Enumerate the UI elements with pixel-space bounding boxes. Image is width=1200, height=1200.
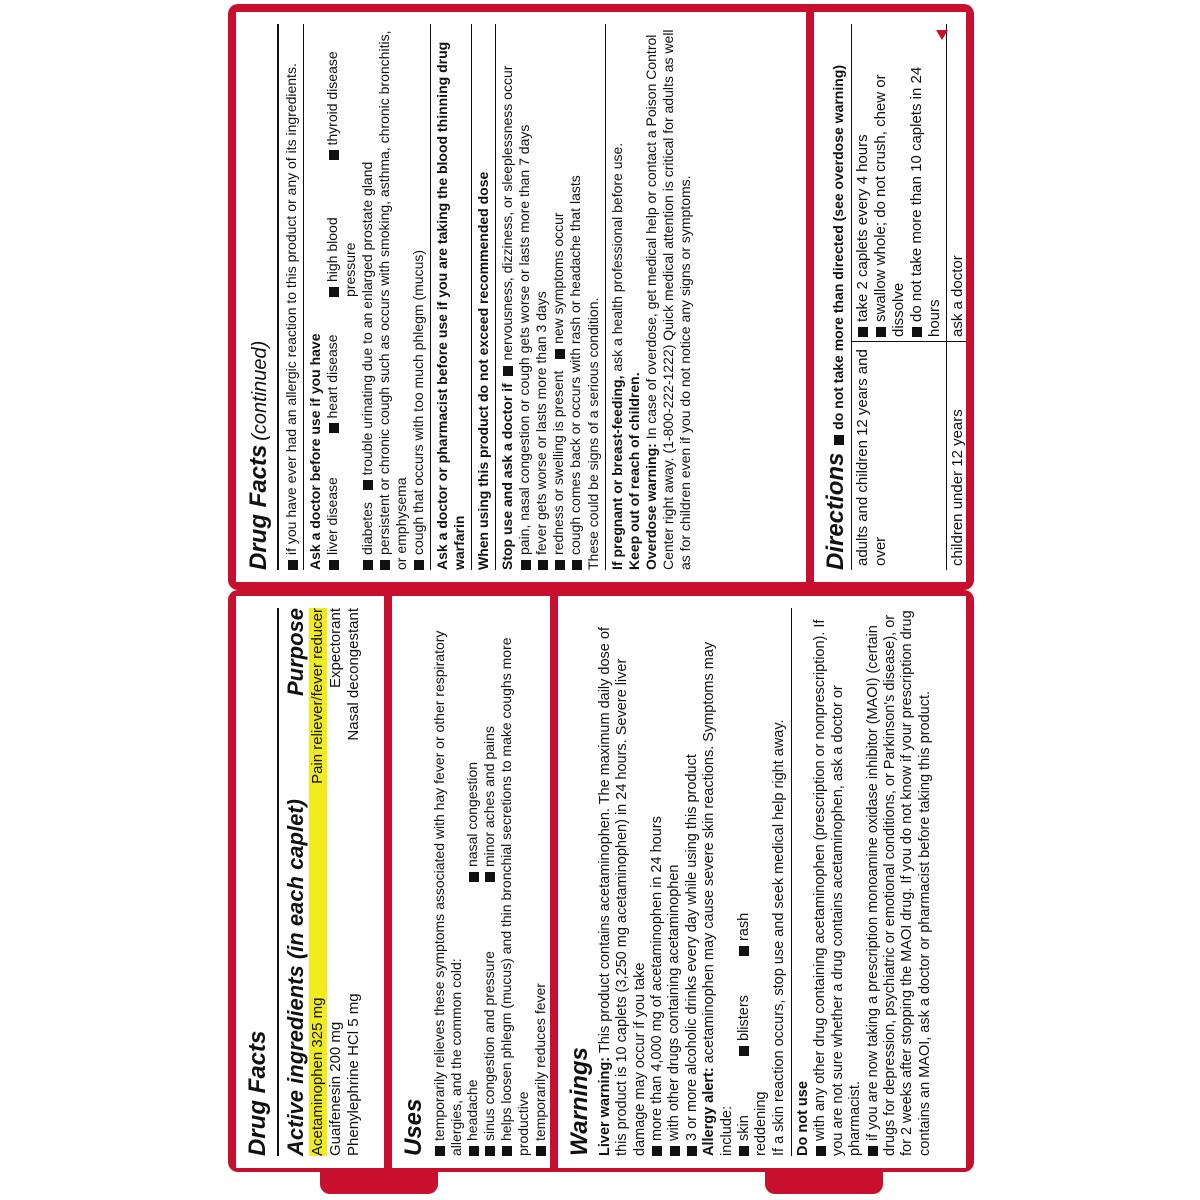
cough-item: cough that occurs with too much phlegm (mucus)	[409, 249, 426, 555]
purpose-heading: Purpose	[282, 608, 308, 697]
directions-table	[851, 24, 966, 570]
ingredient-purpose: Pain reliever/fever reducer	[309, 608, 327, 784]
pregnant-label: If pregnant or breast-feeding,	[608, 375, 625, 570]
directions-panel	[814, 12, 966, 582]
continued-label: (continued)	[249, 340, 271, 441]
uses-fever: temporarily reduces fever	[531, 983, 548, 1141]
continue-arrow-icon	[936, 30, 948, 40]
liver-warning-text: This product contains acetaminophen. The maximum daily dose of this product is 10 caplets (3,250 mg acetaminophen) in 24 hours. Severe liver damage may occur if you take	[596, 627, 648, 1156]
uses-loosen: helps loosen phlegm (mucus) and thin bronchial secretions to make coughs more productive	[497, 637, 531, 1156]
uses-intro: temporarily relieves these symptoms associated with hay fever or other respiratory allergies, and the common cold:	[430, 630, 464, 1156]
stop-item: new symptoms occur	[550, 212, 567, 344]
liver-warning-label: Liver warning:	[596, 1056, 613, 1156]
uses-title: Uses	[400, 1098, 427, 1156]
active-ingredients-heading: Active ingredients (in each caplet)	[282, 799, 308, 1156]
ingredient-row	[309, 608, 327, 1156]
liver-item: more than 4,000 mg of acetaminophen in 24 hours	[648, 816, 665, 1141]
condition-item: high blood pressure	[324, 217, 358, 297]
directions-title: Directions	[822, 452, 849, 570]
continued-title: Drug Facts	[245, 444, 272, 570]
label-tab-right	[765, 1170, 883, 1194]
adults-label: adults and children 12 years and over	[851, 342, 946, 571]
ask-doctor-heading: Ask a doctor before use if you have	[307, 333, 324, 570]
keep-out-of-reach: Keep out of reach of children.	[625, 372, 642, 570]
stop-item: nervousness, dizziness, or sleeplessness occur	[499, 65, 516, 361]
stop-item: redness or swelling is present	[550, 370, 567, 555]
stop-item: fever gets worse or lasts more than 3 days	[533, 291, 550, 555]
ingredient-row	[327, 608, 345, 1156]
liver-item: 3 or more alcoholic drinks every day while using this product	[683, 754, 700, 1141]
liver-item: with other drugs containing acetaminophen	[666, 864, 683, 1141]
table-row	[851, 24, 946, 570]
use-item: minor aches and pains	[481, 726, 498, 867]
condition-item: thyroid disease	[324, 51, 341, 146]
do-not-use-heading: Do not use	[795, 1081, 812, 1156]
ingredient-name: Guaifenesin 200 mg	[327, 1021, 345, 1156]
stop-use-heading: Stop use and ask a doctor if	[499, 383, 516, 570]
pregnant-text: ask a health professional before use.	[608, 142, 625, 372]
children-label: children under 12 years	[946, 342, 966, 571]
ingredient-row	[345, 608, 363, 1156]
cough-item: persistent or chronic cough such as occurs with smoking, asthma, chronic bronchitis, or emphysema	[375, 30, 409, 570]
use-item: sinus congestion and pressure	[481, 951, 498, 1141]
allergy-item: skin reddening	[735, 1091, 770, 1156]
overdose-label: Overdose warning:	[642, 443, 659, 570]
condition-item: trouble urinating due to an enlarged prostate gland	[358, 161, 375, 476]
overdose-text: In case of overdose, get medical help or contact a Poison Control Center right away. (1-800-222-1222) Quick medical attention is critical for adults as well as for children even if you do not notice any signs or symptoms.	[642, 29, 693, 570]
drug-facts-title: Drug Facts	[244, 1030, 271, 1156]
uses-panel	[392, 596, 550, 1168]
ingredient-name: Acetaminophen 325 mg	[309, 997, 327, 1156]
adult-item: take 2 caplets every 4 hours	[853, 134, 871, 322]
do-not-use-item: if you are now taking a prescription monoamine oxidase inhibitor (MAOI) (certain drugs for depression, psychiatric or emotional conditions, or Parkinson's disease), or for 2 weeks after stopping the MAOI drug. If you do not know if your prescription drug contains an MAOI, ask a doctor or pharmacist before taking this product.	[864, 610, 933, 1156]
drug-facts-continued-panel	[236, 12, 806, 582]
allergy-alert-label: Allergy alert:	[701, 1067, 718, 1156]
adult-item: do not take more than 10 caplets in 24 hours	[907, 66, 943, 337]
label-tab-left	[320, 1170, 438, 1194]
do-not-use-item: with any other drug containing acetaminophen (prescription or nonprescription). If you are not sure whether a drug contains acetaminophen, ask a doctor or pharmacist.	[812, 619, 864, 1156]
condition-item: diabetes	[358, 502, 375, 555]
condition-item: heart disease	[324, 334, 341, 419]
table-row	[946, 24, 966, 570]
children-text: ask a doctor	[946, 24, 966, 342]
condition-item: liver disease	[324, 477, 341, 555]
warnings-panel	[558, 596, 966, 1168]
when-using-text: When using this product do not exceed recommended dose	[475, 171, 492, 570]
allergy-item: blisters	[735, 995, 752, 1041]
allergic-reaction-text: if you have ever had an allergic reaction to this product or any of its ingredients.	[283, 63, 300, 555]
allergy-item: rash	[735, 912, 752, 941]
ingredient-purpose: Nasal decongestant	[345, 608, 363, 741]
active-ingredients-panel	[236, 596, 384, 1168]
serious-condition-text: These could be signs of a serious condition.	[584, 297, 601, 570]
stop-item: cough comes back or occurs with rash or headache that lasts	[567, 175, 584, 555]
use-item: nasal congestion	[464, 761, 481, 867]
directions-lead: do not take more than directed (see overdose warning)	[830, 64, 846, 430]
ask-pharmacist-text: Ask a doctor or pharmacist before use if you are taking the blood thinning drug warfarin	[433, 41, 467, 570]
use-item: headache	[464, 1079, 481, 1141]
adult-item: swallow whole; do not crush, chew or dissolve	[871, 74, 907, 337]
allergy-alert-text: acetaminophen may cause severe skin reactions. Symptoms may include:	[701, 641, 735, 1156]
allergy-end: If a skin reaction occurs, stop use and seek medical help right away.	[770, 719, 787, 1156]
stop-item: pain, nasal congestion or cough gets worse or lasts more than 7 days	[516, 124, 533, 555]
ingredient-name: Phenylephrine HCl 5 mg	[345, 993, 363, 1156]
ingredient-purpose: Expectorant	[327, 608, 345, 689]
warnings-title: Warnings	[566, 1047, 593, 1156]
